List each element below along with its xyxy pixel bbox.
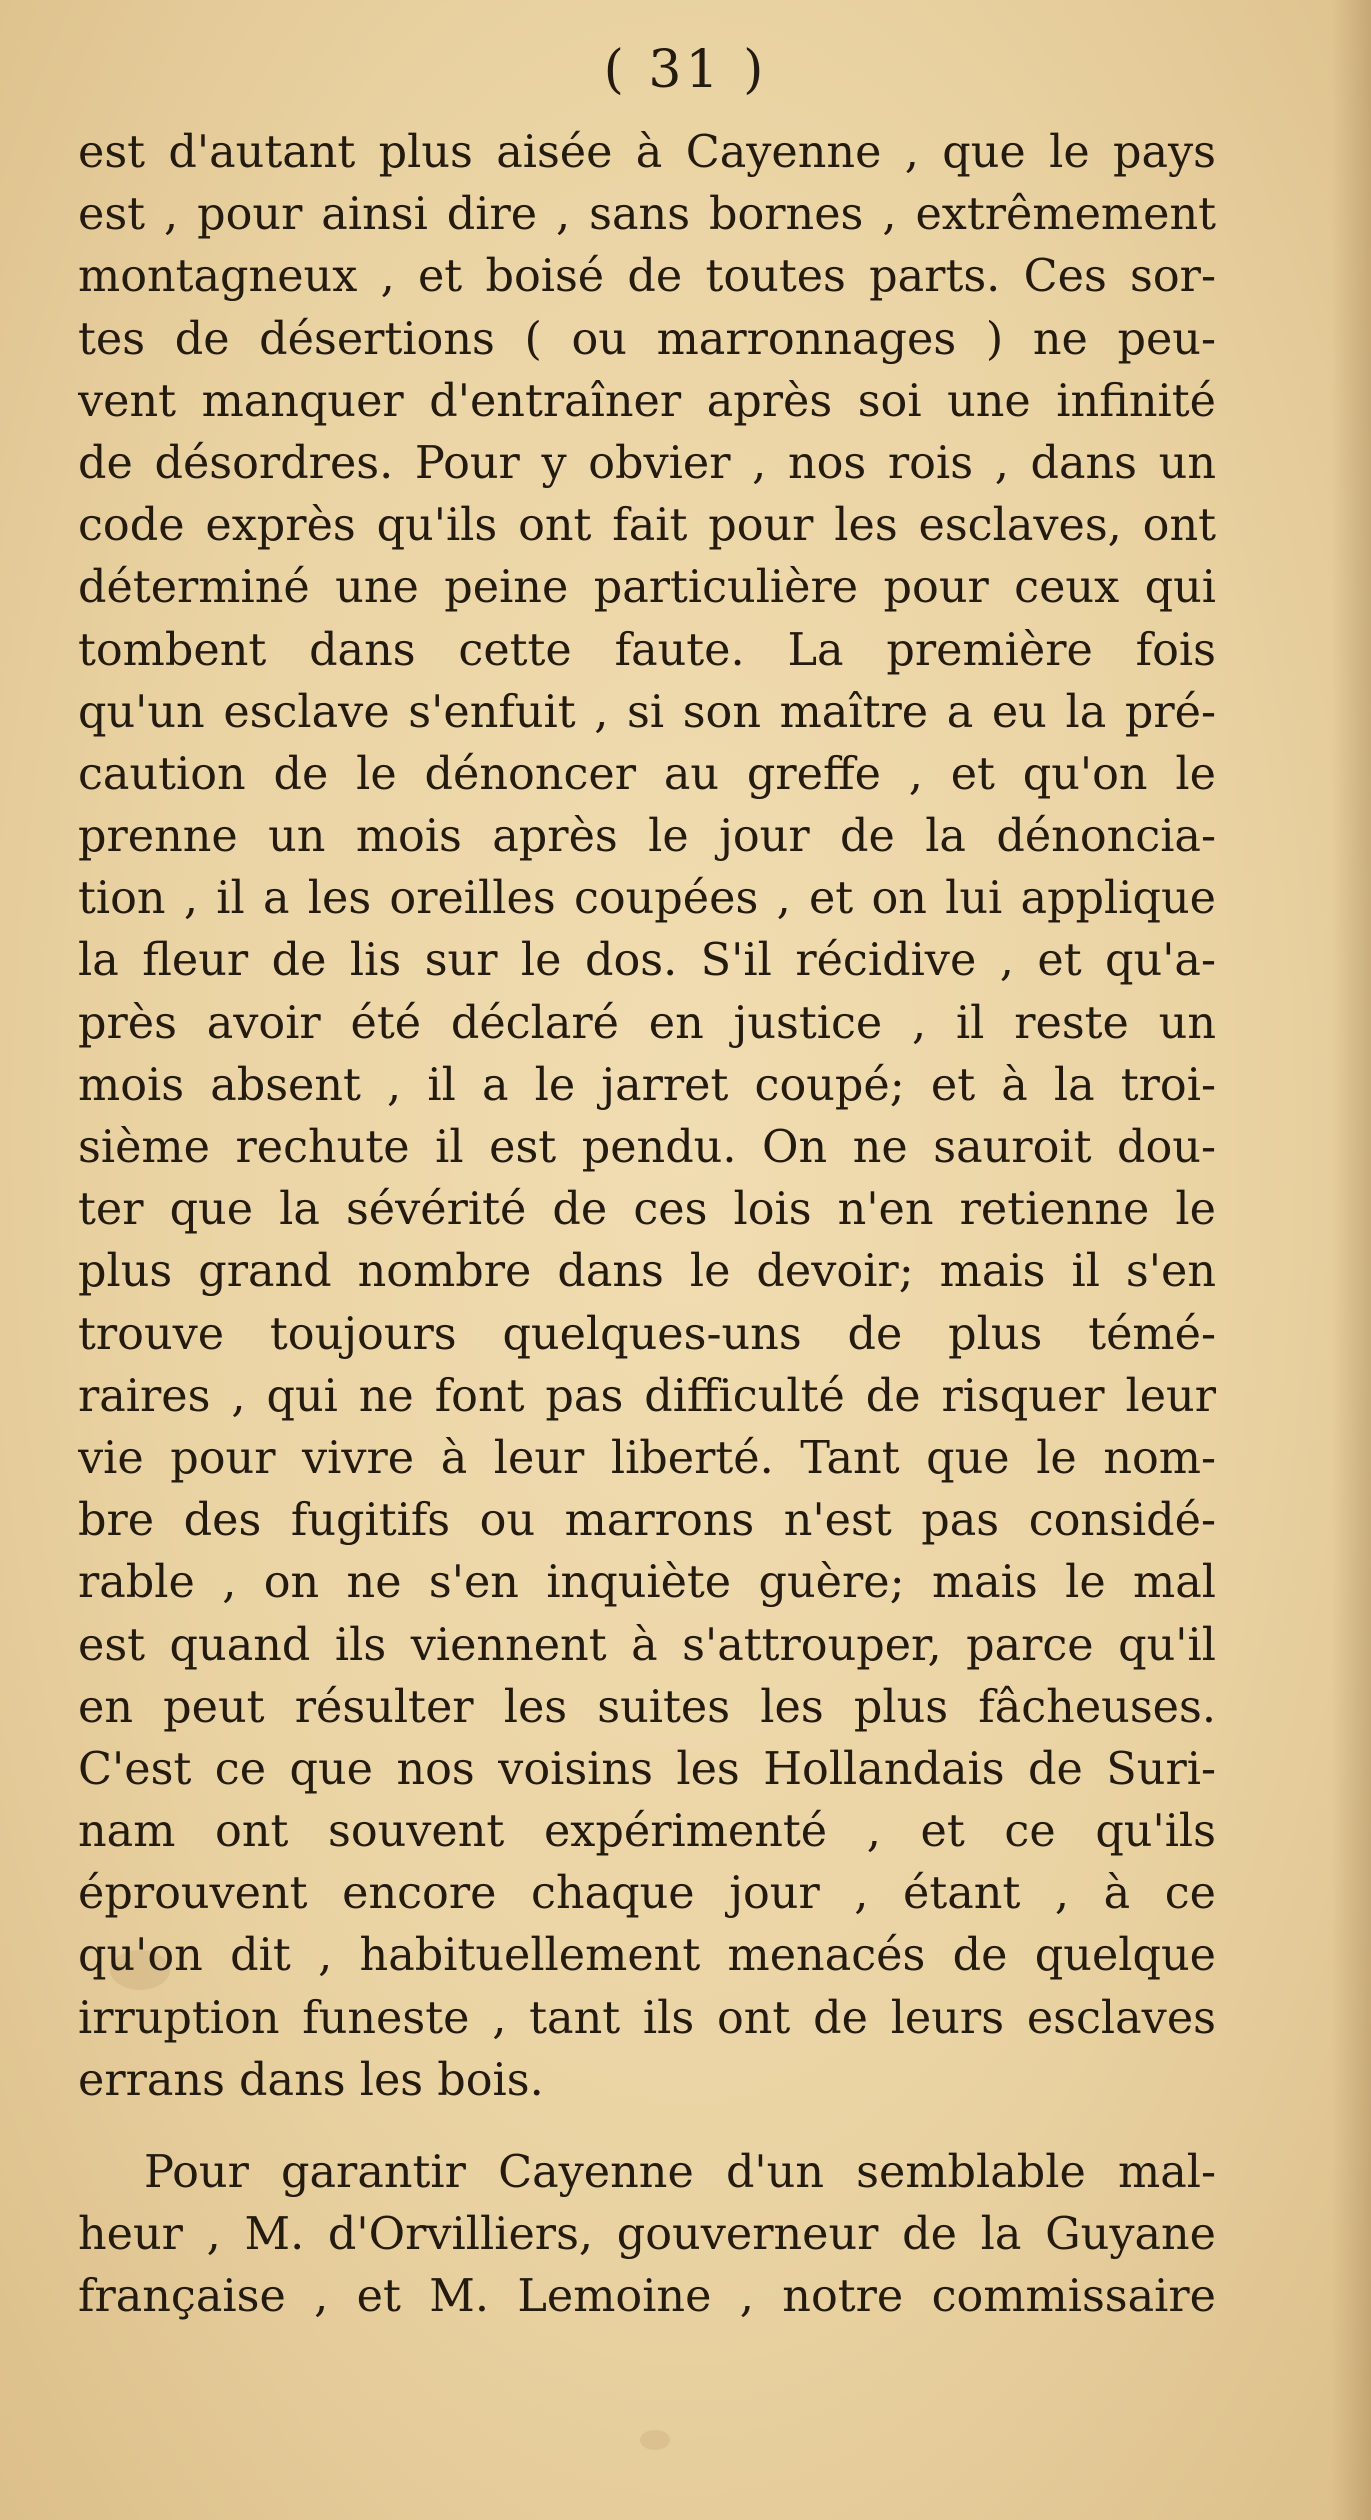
text-line: est , pour ainsi dire , sans bornes , extrêmement [78,189,1216,241]
text-line: est quand ils viennent à s'attrouper, parce qu'il [78,1619,1216,1671]
text-line: trouve toujours quelques-uns de plus témé- [78,1308,1216,1360]
page-edge-shadow [1331,0,1371,2520]
text-line: rable , on ne s'en inquiète guère; mais le mal [78,1557,1216,1609]
text-line: tombent dans cette faute. La première fois [78,624,1216,676]
text-line: de désordres. Pour y obvier , nos rois , dans un [78,437,1216,489]
text-line: nam ont souvent expérimenté , et ce qu'ils [78,1806,1216,1858]
text-line: vie pour vivre à leur liberté. Tant que le nom- [78,1432,1216,1484]
text-line: plus grand nombre dans le devoir; mais il s'en [78,1246,1216,1298]
text-line: qu'un esclave s'enfuit , si son maître a eu la pré- [78,686,1216,738]
text-line: errans dans les bois. [78,2054,544,2106]
text-line: éprouvent encore chaque jour , étant , à ce [78,1868,1216,1920]
text-line: vent manquer d'entraîner après soi une infinité [78,375,1216,427]
text-line: heur , M. d'Orvilliers, gouverneur de la Guyane [78,2209,1216,2261]
text-line: ter que la sévérité de ces lois n'en retienne le [78,1184,1216,1236]
body-text [78,122,1216,2329]
text-line: code exprès qu'ils ont fait pour les esclaves, ont [78,500,1216,552]
text-line: bre des fugitifs ou marrons n'est pas considé- [78,1495,1216,1547]
text-line: Pour garantir Cayenne d'un semblable mal- [144,2147,1216,2198]
text-line: la fleur de lis sur le dos. S'il récidive , et qu'a- [78,935,1216,987]
text-line: caution de le dénoncer au greffe , et qu'on le [78,748,1216,800]
text-line: est d'autant plus aisée à Cayenne , que le pays [78,127,1216,178]
text-line: française , et M. Lemoine , notre commissaire [78,2271,1216,2323]
text-line: tes de désertions ( ou marronnages ) ne peu- [78,313,1216,365]
text-line: raires , qui ne font pas difficulté de risquer leur [78,1370,1216,1422]
text-line: près avoir été déclaré en justice , il reste un [78,997,1216,1049]
text-line: montagneux , et boisé de toutes parts. Ces sor- [78,251,1216,303]
text-line: tion , il a les oreilles coupées , et on lui applique [78,873,1216,925]
text-line: qu'on dit , habituellement menacés de quelque [78,1930,1216,1982]
text-line: mois absent , il a le jarret coupé; et à la troi- [78,1059,1216,1111]
text-line: irruption funeste , tant ils ont de leurs esclaves [78,1992,1216,2044]
text-line: sième rechute il est pendu. On ne sauroit dou- [78,1122,1216,1173]
text-line: prenne un mois après le jour de la dénoncia- [78,811,1216,863]
text-line: déterminé une peine particulière pour ceux qui [78,562,1216,614]
page-number: ( 31 ) [603,40,768,100]
text-line: C'est ce que nos voisins les Hollandais de Suri- [78,1743,1216,1795]
text-line: en peut résulter les suites les plus fâcheuses. [78,1681,1216,1733]
paper-stain [640,2430,670,2450]
